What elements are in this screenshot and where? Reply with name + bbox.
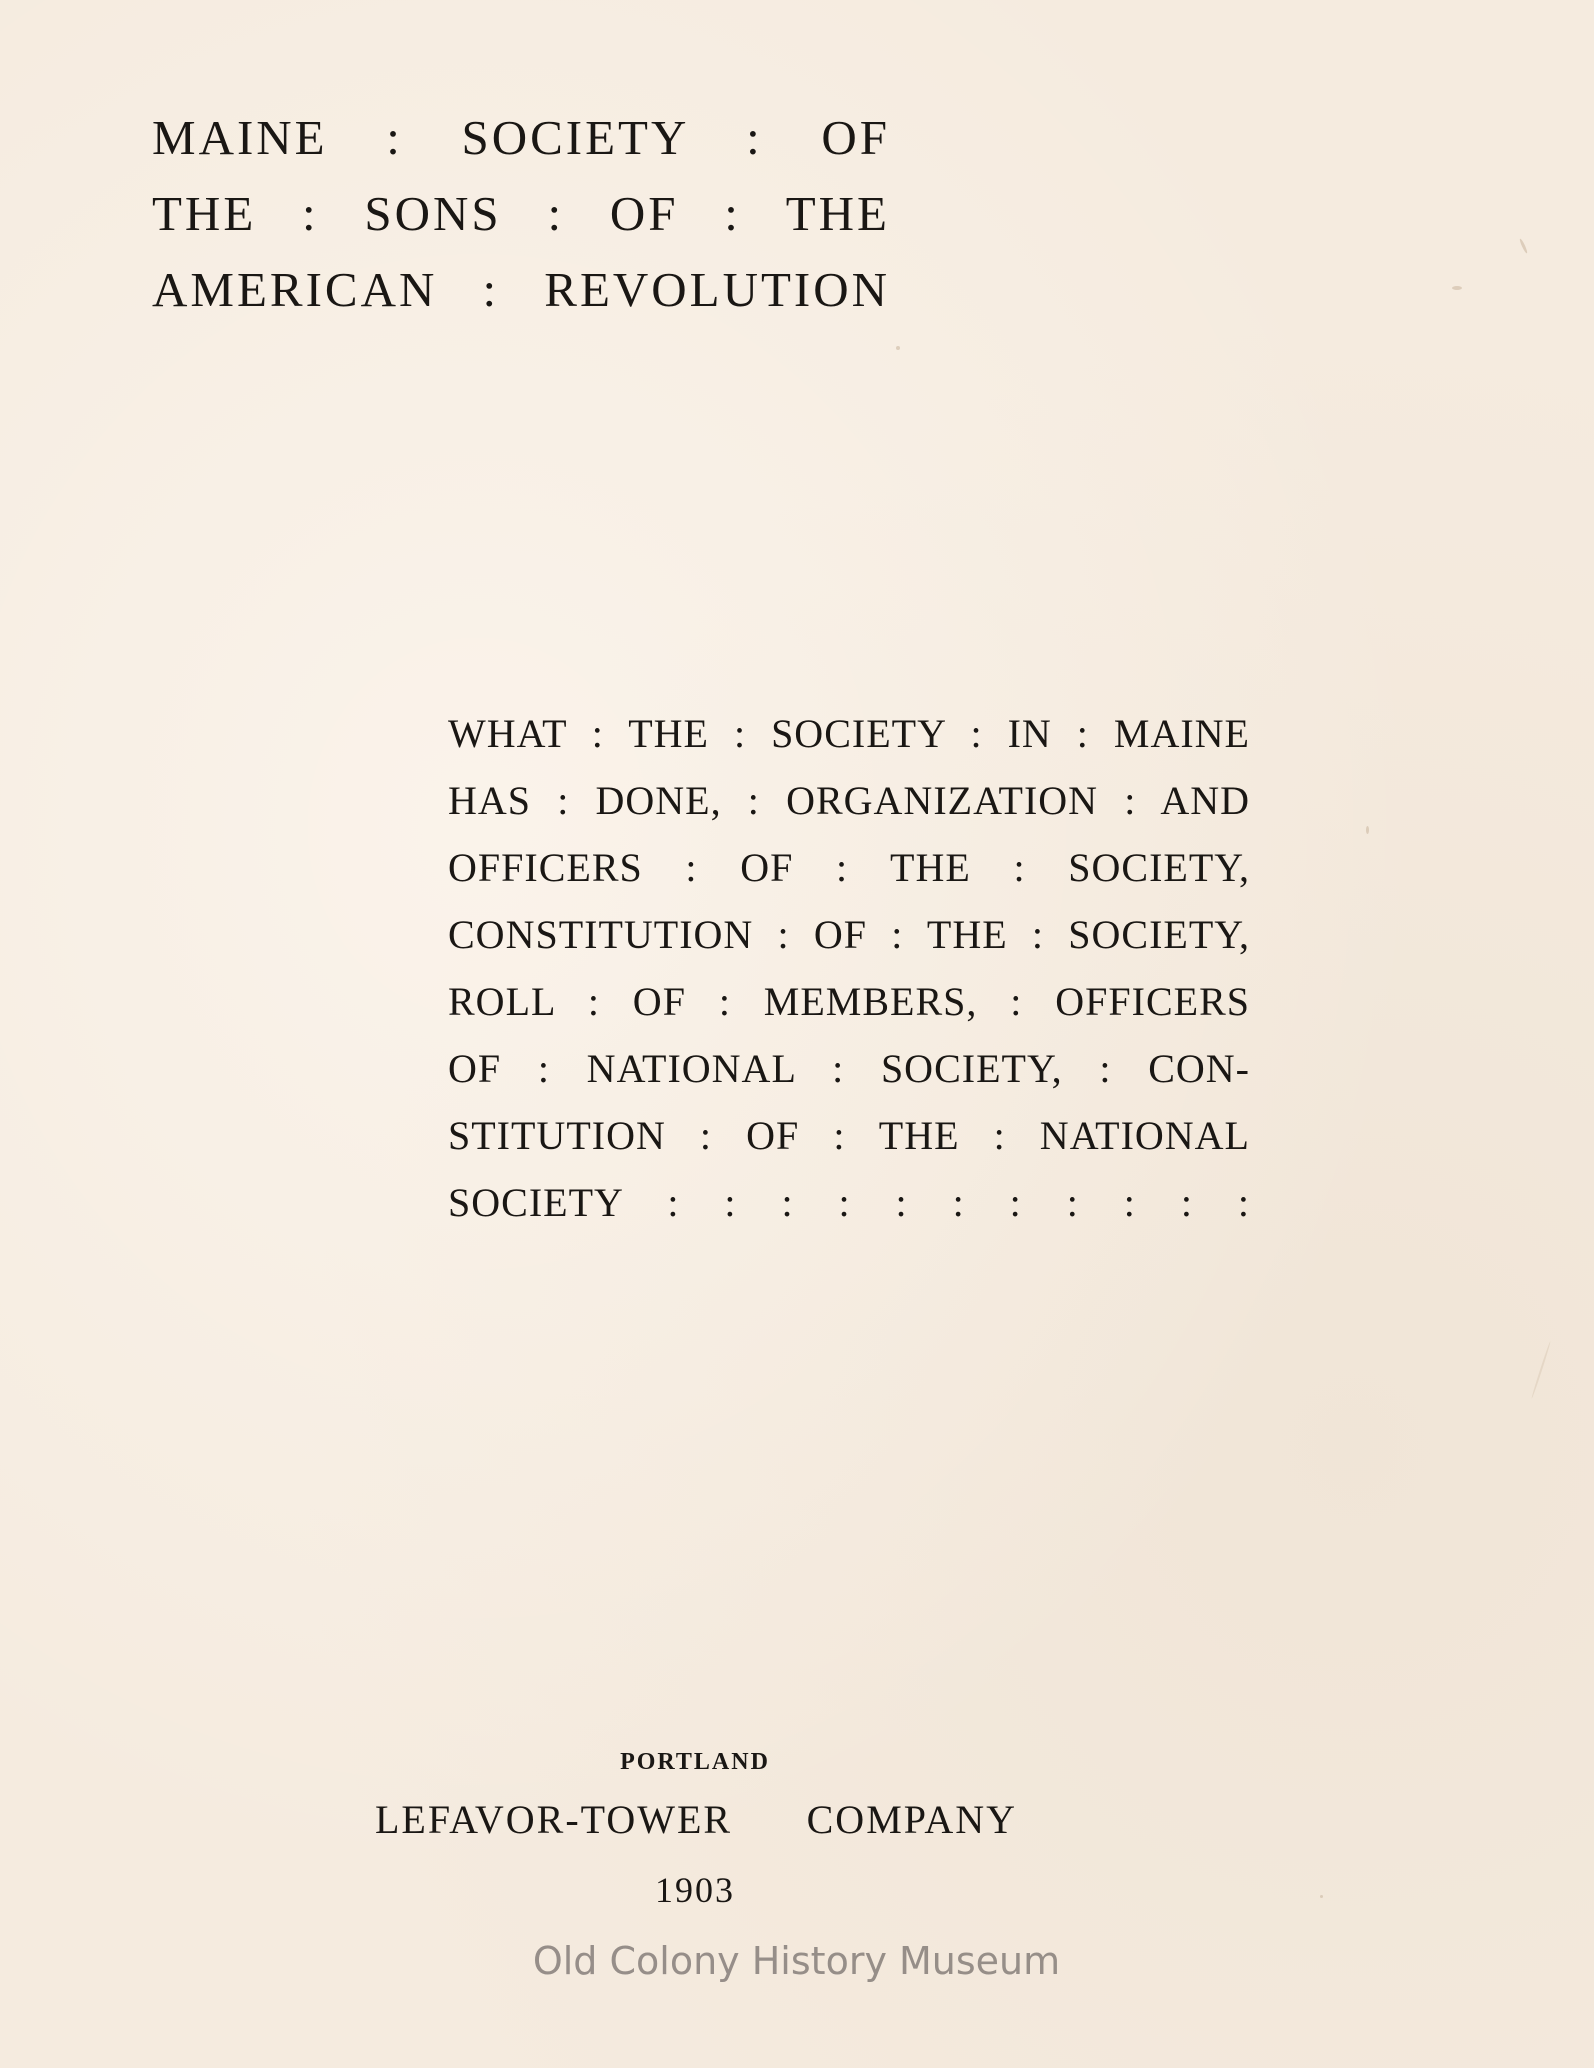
watermark: Old Colony History Museum bbox=[532, 1939, 1061, 1983]
contents-line: STITUTION : OF : THE : NATIONAL bbox=[448, 1113, 1250, 1158]
contents-line: OF : NATIONAL : SOCIETY, : CON- bbox=[448, 1046, 1250, 1091]
paper-mark bbox=[1519, 238, 1528, 254]
imprint-year: 1903 bbox=[655, 1870, 735, 1910]
contents-line: CONSTITUTION : OF : THE : SOCIETY, bbox=[448, 912, 1250, 957]
imprint-place: PORTLAND bbox=[620, 1749, 770, 1775]
title-line-3: AMERICAN : REVOLUTION bbox=[152, 262, 890, 317]
paper-mark bbox=[1531, 1341, 1551, 1399]
paper-mark bbox=[1320, 1895, 1323, 1898]
contents-line: WHAT : THE : SOCIETY : IN : MAINE bbox=[448, 711, 1250, 756]
imprint-publisher: LEFAVOR-TOWER COMPANY bbox=[375, 1797, 1017, 1842]
book-title bbox=[152, 100, 890, 328]
contents-line: OFFICERS : OF : THE : SOCIETY, bbox=[448, 845, 1250, 890]
paper-mark bbox=[1452, 286, 1462, 290]
paper-mark bbox=[1366, 826, 1369, 834]
contents-line: SOCIETY : : : : : : : : : : : bbox=[448, 1180, 1250, 1225]
imprint bbox=[0, 1745, 1390, 1910]
title-line-2: THE : SONS : OF : THE bbox=[152, 186, 890, 241]
paper-mark bbox=[896, 346, 900, 350]
title-line-1: MAINE : SOCIETY : OF bbox=[152, 110, 890, 165]
contents-line: HAS : DONE, : ORGANIZATION : AND bbox=[448, 778, 1250, 823]
contents-line: ROLL : OF : MEMBERS, : OFFICERS bbox=[448, 979, 1250, 1024]
contents-description bbox=[448, 700, 1250, 1236]
